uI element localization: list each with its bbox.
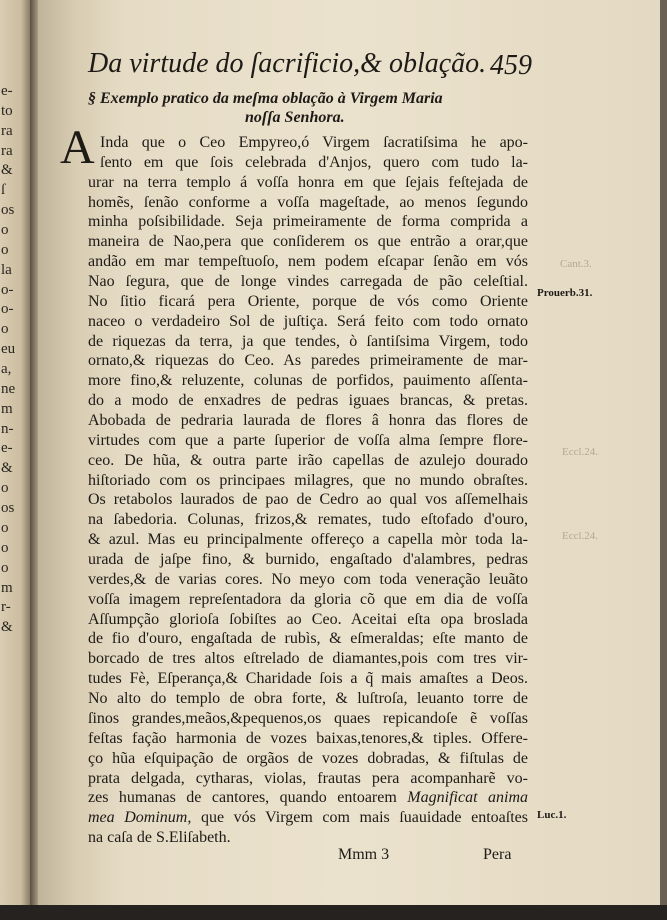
facing-page-text-fragment: &	[1, 460, 13, 477]
facing-page-text-fragment: os	[1, 500, 15, 517]
text-line: ornato,& riquezas do Ceo. As paredes primeiramente de mar-	[88, 352, 528, 370]
text-line: ço hũa eſquipação de orgãos de vozes dobradas, & fiſtulas de	[88, 749, 528, 767]
facing-page-text-fragment: o-	[1, 301, 14, 318]
text-italic-latin: mea Dominum,	[88, 809, 192, 827]
text-line: verdes,& de varias cores. No meyo com toda veneração leuãto	[88, 570, 528, 588]
text-line: hiſtoriado com os principaes milagres, que no mundo obraſtes.	[88, 471, 528, 489]
text-line: de fio d'ouro, engaſtada de rubìs, & eſmeraldas; eſte manto de	[88, 630, 528, 648]
text-line: prata delgada, cytharas, violas, frautas pera acompanharẽ vo-	[88, 769, 528, 787]
text-line: No alto do templo de obra forte, & luſtroſa, leuanto torre de	[88, 690, 528, 708]
page-edge	[660, 0, 667, 905]
text-line: urar na terra templo á voſſa honra em que ſejais feſtejada de	[88, 173, 528, 191]
page-number: 459	[490, 50, 532, 81]
text-line	[88, 808, 528, 828]
running-head: Da virtude do ſacrificio,& oblação.	[88, 48, 487, 79]
section-heading-line1: § Exemplo pratico da meſma oblação à Virgem Maria	[88, 90, 443, 107]
facing-page-text-fragment: a,	[1, 361, 12, 378]
facing-page-text-fragment: e-	[1, 440, 13, 457]
text-line: virtudes com que a parte ſuperior de voſſa alma ſempre flore-	[88, 431, 528, 449]
text-line: tudes Fè, Eſperança,& Charidade ſois a q̃ mais amaſtes a Deos.	[88, 670, 528, 688]
section-heading-line2: noſſa Senhora.	[245, 109, 345, 126]
text-italic-latin: Magnificat anima	[407, 789, 528, 807]
facing-page-text-fragment: &	[1, 162, 13, 179]
facing-page-text-fragment: o	[1, 241, 9, 258]
text-roman: que vós Virgem com mais ſuauidade entoaſtes	[200, 809, 528, 827]
signature-mark: Mmm 3	[338, 846, 390, 863]
background-bottom	[0, 905, 667, 920]
facing-page-text-fragment: ra	[1, 122, 13, 139]
drop-cap: A	[60, 121, 95, 174]
facing-page-text-fragment: to	[1, 102, 13, 119]
text-line: voſſa imagem repreſentadora da gloria cõ que em dia de voſſa	[88, 590, 528, 608]
text-line: Os retabolos laurados de pao de Cedro ao qual vos aſſemelhais	[88, 491, 528, 509]
margin-note-luc: Luc.1.	[537, 809, 567, 821]
text-line: naceo o verdadeiro Sol de juſtiça. Será feito com todo ornato	[88, 312, 528, 330]
catchword: Pera	[483, 846, 512, 863]
facing-page-text-fragment: o	[1, 519, 9, 536]
facing-page-text-fragment: ra	[1, 142, 13, 159]
book-gutter	[30, 0, 38, 905]
facing-page-text-fragment: m	[1, 579, 13, 596]
facing-page-edge	[0, 0, 30, 905]
facing-page-text-fragment: ſ	[1, 182, 6, 199]
text-line: Abobada de pedraria laurada de flores â honra das flores de	[88, 412, 528, 430]
margin-note-cant: Cant.3.	[560, 258, 592, 270]
facing-page-text-fragment: e-	[1, 83, 13, 99]
facing-page-text-fragment: o	[1, 539, 9, 556]
facing-page-text-fragment: m	[1, 400, 13, 417]
text-line: homẽs, ſenão conforme a voſſa mageſtade, ao menos ſegundo	[88, 193, 528, 211]
facing-page-text-fragment: &	[1, 619, 13, 636]
text-line: & azul. Mas eu principalmente offereço a capella mòr toda la-	[88, 531, 528, 549]
text-line: borcado de tres altos eſtrelado de diamantes,pois com tres vir-	[88, 650, 528, 668]
facing-page-text-fragment: la	[1, 261, 12, 278]
facing-page-text-fragment: o	[1, 480, 9, 497]
margin-note-eccl: Eccl.24.	[562, 446, 599, 458]
text-line: No ſitio ficará pera Oriente, porque de vós como Oriente	[88, 292, 528, 310]
margin-note-eccl-2: Eccl.24.	[562, 530, 599, 542]
text-line: more fino,& reluzente, colunas de porfidos, pauimento aſſenta-	[88, 372, 528, 390]
facing-page-text-fragment: o	[1, 321, 9, 338]
facing-page-text-fragment: n-	[1, 420, 14, 437]
body-text	[88, 133, 528, 848]
text-line: ſento em que ſois celebrada d'Anjos, quero com tudo la-	[100, 153, 528, 171]
facing-page-text-fragment: ne	[1, 380, 16, 397]
text-line: Inda que o Ceo Empyreo,ó Virgem ſacratiſsima he apo-	[100, 134, 528, 151]
text-roman: zes humanas de cantores, quando entoarem	[88, 789, 397, 807]
facing-page-text-fragment: o	[1, 559, 9, 576]
text-line: ſinos grandes,meãos,&pequenos,os quaes repicandoſe ẽ voſſas	[88, 709, 528, 727]
facing-page-text-fragment: o	[1, 222, 9, 239]
text-line: na caſa de S.Eliſabeth.	[88, 829, 231, 847]
text-line: maneira de Nao,pera que conſiderem os que entrão a orar,que	[88, 233, 528, 251]
text-line: ceo. De hũa, & outra parte irão capellas de azulejo dourado	[88, 451, 528, 469]
text-line	[88, 788, 528, 808]
text-line: do a modo de enxadres de pedras iguaes brancas, & pretas.	[88, 392, 528, 410]
text-line: de riquezas da terra, ja que tendes, ò ſantiſsima Virgem, todo	[88, 332, 528, 350]
text-line: Nao ſegura, que de longe vindes carregada de pão celeſtial.	[88, 273, 528, 291]
text-line: feſtas fação harmonia de vozes baixas,tenores,& tiples. Offere-	[88, 729, 528, 747]
text-line: minha poſsibilidade. Seja primeiramente de forma comprida a	[88, 213, 528, 231]
facing-page-text-fragment: r-	[1, 599, 11, 616]
text-line: urada de jaſpe fino, & burnido, engaſtado d'alambres, pedras	[88, 551, 528, 569]
text-line: Aſſumpção glorioſa ſobiſtes ao Ceo. Aceitai eſta opa broslada	[88, 610, 528, 628]
margin-note-prouerb: Prouerb.31.	[537, 287, 593, 299]
facing-page-text-fragment: eu	[1, 341, 16, 358]
text-line: na ſabedoria. Colunas, frizos,& remates, tudo eſtofado d'ouro,	[88, 511, 528, 529]
facing-page-text-fragment: o-	[1, 281, 14, 298]
text-line: andão em mar tempeſtuoſo, nem podem eſcapar ſenão em vós	[88, 253, 528, 271]
facing-page-text-fragment: os	[1, 202, 15, 219]
